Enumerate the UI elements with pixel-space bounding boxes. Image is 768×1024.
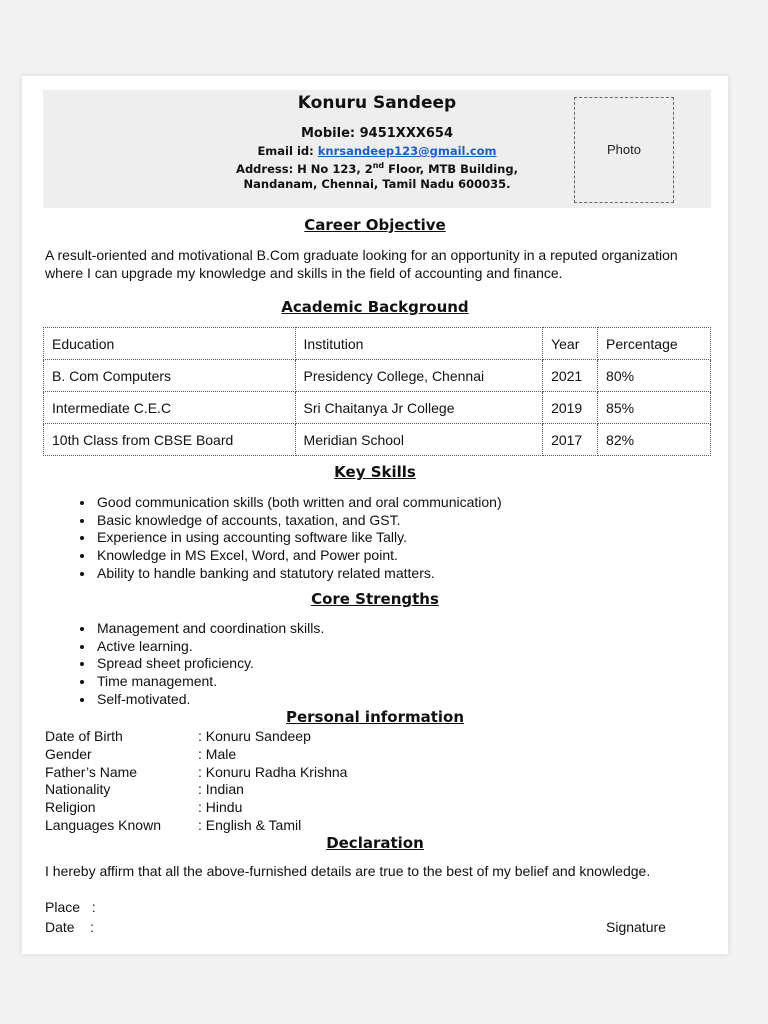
table-cell: Intermediate C.E.C — [44, 392, 296, 424]
personal-info-label: Nationality — [45, 781, 111, 798]
table-header-cell: Year — [543, 328, 598, 360]
address-superscript: nd — [372, 161, 385, 170]
table-row — [44, 424, 711, 456]
list-item: • Experience in using accounting software like Tally. — [95, 529, 502, 547]
list-item: • Basic knowledge of accounts, taxation, and GST. — [95, 512, 502, 530]
career-objective-heading: Career Objective — [304, 216, 446, 234]
personal-info-label: Religion — [45, 799, 96, 816]
declaration-heading: Declaration — [326, 834, 424, 852]
table-row — [44, 360, 711, 392]
candidate-name: Konuru Sandeep — [297, 93, 457, 113]
key-skills-heading: Key Skills — [334, 463, 416, 481]
personal-info-row — [45, 817, 347, 835]
table-cell: 2017 — [543, 424, 598, 456]
address-line-1-post: Floor, MTB Building, — [384, 161, 518, 176]
personal-info-list — [45, 728, 347, 835]
mobile-number: Mobile: 9451XXX654 — [300, 126, 453, 141]
table-row — [44, 392, 711, 424]
table-cell: 80% — [598, 360, 711, 392]
personal-info-label: Date of Birth — [45, 728, 123, 744]
table-cell: Presidency College, Chennai — [295, 360, 543, 392]
personal-info-value: : Konuru Radha Krishna — [198, 763, 348, 780]
personal-info-value: : Hindu — [198, 799, 243, 816]
personal-info-label: Father’s Name — [45, 763, 138, 780]
photo-placeholder: Photo — [574, 97, 674, 203]
resume-header — [43, 90, 711, 208]
list-item: • Time management. — [95, 673, 324, 691]
list-item: • Spread sheet proficiency. — [95, 655, 324, 673]
personal-info-label: Gender — [45, 745, 92, 762]
date-line: Date : — [45, 919, 95, 935]
personal-info-row — [45, 728, 347, 746]
table-header-row — [44, 328, 711, 360]
key-skills-list — [45, 494, 502, 583]
address-line-2: Nandanam, Chennai, Tamil Nadu 600035. — [243, 177, 511, 191]
personal-info-value: : English & Tamil — [198, 816, 302, 833]
email-link[interactable]: knrsandeep123@gmail.com — [317, 144, 497, 158]
core-strengths-heading: Core Strengths — [311, 590, 439, 608]
place-line: Place : — [45, 899, 96, 915]
table-header-cell: Education — [44, 328, 296, 360]
personal-info-row — [45, 764, 347, 782]
list-item: • Knowledge in MS Excel, Word, and Power point. — [95, 547, 502, 565]
table-header-cell: Percentage — [598, 328, 711, 360]
personal-info-value: : Indian — [198, 781, 244, 798]
career-objective-text: A result-oriented and motivational B.Com graduate looking for an opportunity in a reputed organization where I can upgrade my knowledge and skills in the field of accounting and finance. — [45, 247, 678, 281]
academic-table — [43, 327, 711, 456]
signature-label: Signature — [606, 919, 666, 935]
table-cell: 2019 — [543, 392, 598, 424]
table-cell: 2021 — [543, 360, 598, 392]
address-line-1-pre: Address: H No 123, 2 — [236, 161, 373, 176]
list-item: • Self-motivated. — [95, 691, 324, 709]
core-strengths-list — [45, 620, 324, 709]
list-item: • Management and coordination skills. — [95, 620, 324, 638]
academic-background-heading: Academic Background — [281, 298, 469, 316]
table-cell: 10th Class from CBSE Board — [44, 424, 296, 456]
personal-info-value: : Male — [198, 745, 237, 762]
table-cell: Sri Chaitanya Jr College — [295, 392, 543, 424]
table-header-cell: Institution — [295, 328, 543, 360]
resume-page — [22, 76, 728, 954]
table-cell: B. Com Computers — [44, 360, 296, 392]
list-item: • Active learning. — [95, 638, 324, 656]
personal-info-label: Languages Known — [45, 816, 161, 833]
personal-info-value: : Konuru Sandeep — [198, 728, 311, 744]
personal-info-row — [45, 781, 347, 799]
personal-info-row — [45, 799, 347, 817]
table-cell: 85% — [598, 392, 711, 424]
personal-information-heading: Personal information — [285, 708, 465, 726]
declaration-text: I hereby affirm that all the above-furnished details are true to the best of my belief and knowledge. — [45, 863, 651, 879]
table-cell: 82% — [598, 424, 711, 456]
table-cell: Meridian School — [295, 424, 543, 456]
email-label: Email id: — [257, 144, 314, 158]
list-item: • Ability to handle banking and statutory related matters. — [95, 565, 502, 583]
list-item: • Good communication skills (both written and oral communication) — [95, 494, 502, 512]
personal-info-row — [45, 746, 347, 764]
